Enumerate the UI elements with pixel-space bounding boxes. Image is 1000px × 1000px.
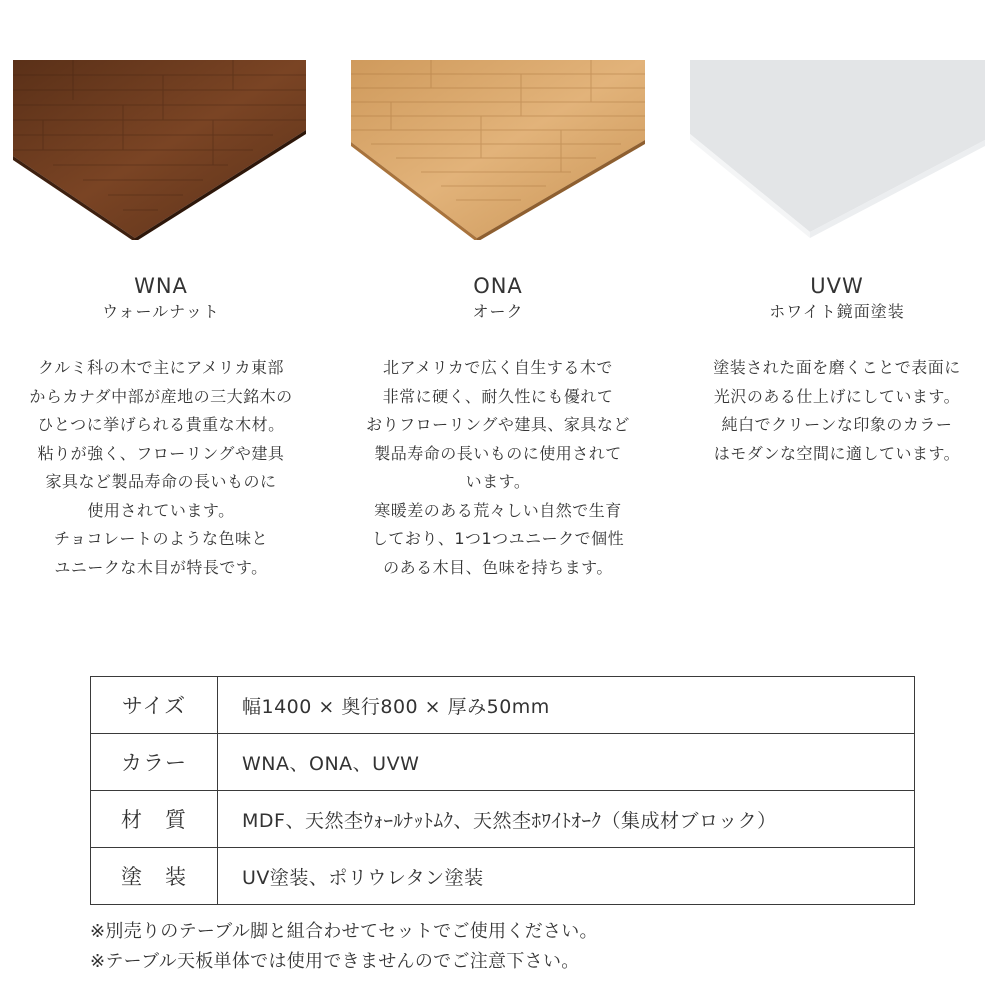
table-row [91,734,915,791]
spec-value-color: WNA、ONA、UVW [218,734,915,791]
finish-name: ウォールナット [102,302,220,321]
finish-code: ONA [473,274,523,298]
finish-name: オーク [472,302,524,321]
spec-label-material: 材 質 [91,791,218,848]
note-line: ※テーブル天板単体では使用できませんのでご注意下さい。 [90,951,580,972]
white-finish-block [686,272,988,468]
finish-code: UVW [810,274,864,298]
finish-name: ホワイト鏡面塗装 [769,302,905,321]
spec-label-color: カラー [91,734,218,791]
table-row [91,677,915,734]
spec-value-size: 幅1400 × 奥行800 × 厚み50mm [218,677,915,734]
spec-value-material: MDF、天然杢ｳｫｰﾙﾅｯﾄﾑｸ、天然杢ﾎﾜｲﾄｵｰｸ（集成材ブロック） [218,791,915,848]
table-row [91,848,915,905]
oak-swatch-image [351,60,645,240]
spec-label-size: サイズ [91,677,218,734]
walnut-finish-block [8,272,314,582]
spec-label-finish: 塗 装 [91,848,218,905]
notes [90,917,970,977]
finish-code: WNA [134,274,188,298]
spec-value-finish: UV塗装、ポリウレタン塗装 [218,848,915,905]
table-row [91,791,915,848]
finish-description: クルミ科の木で主にアメリカ東部 からカナダ中部が産地の三大銘木の ひとつに挙げられる貴重な木材。 粘りが強く、フローリングや建具 家具など製品寿命の長いものに 使用されています。 チョコレートのような色味と ユニークな木目が特長です。 [29,358,293,577]
white-swatch-image [690,60,985,240]
oak-finish-block [344,272,652,582]
note-line: ※別売りのテーブル脚と組合わせてセットでご使用ください。 [90,921,598,942]
spec-table [90,676,915,905]
walnut-swatch-image [13,60,306,240]
finish-description: 北アメリカで広く自生する木で 非常に硬く、耐久性にも優れて おりフローリングや建具、家具など 製品寿命の長いものに使用されて います。 寒暖差のある荒々しい自然で生育 しており、1つ1つユニークで個性 のある木目、色味を持ちます。 [366,358,630,577]
finish-description: 塗装された面を磨くことで表面に 光沢のある仕上げにしています。 純白でクリーンな印象のカラー はモダンな空間に適しています。 [713,358,961,463]
